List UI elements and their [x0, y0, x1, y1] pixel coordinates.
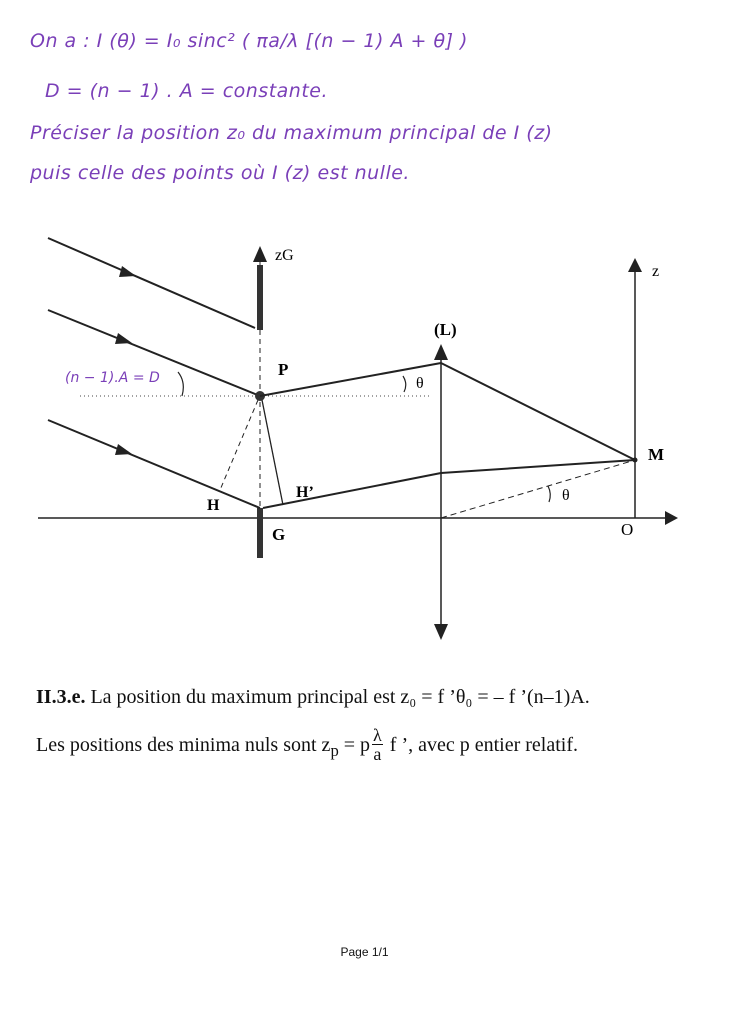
- label-g: G: [272, 525, 286, 544]
- z-axis-arrow: [628, 258, 642, 272]
- angle-theta-arc-2: [548, 486, 550, 502]
- answer-sentence-2-end: f ’, avec p entier relatif.: [384, 734, 579, 757]
- zg-axis-arrow: [253, 246, 267, 262]
- answer-sentence-1: La position du maximum principal est z₀ = f ’θ₀ = – f ’(n–1)A.: [90, 686, 590, 708]
- answer-equals: = p: [338, 734, 371, 757]
- label-z: z: [652, 263, 660, 280]
- ray-center-dashed: [441, 460, 635, 518]
- label-deviation: (n − 1).A = D: [65, 370, 160, 386]
- label-h: H: [207, 497, 220, 514]
- ray-3: [48, 420, 260, 508]
- handwritten-deviation: D = (n − 1) . A = constante.: [45, 80, 329, 102]
- handwritten-question-2: puis celle des points où I (z) est nulle.: [30, 162, 410, 184]
- answer-line-1: [36, 686, 590, 709]
- label-theta-1: θ: [416, 375, 424, 392]
- dashed-p-h: [220, 400, 258, 490]
- ray-g-to-lens: [263, 473, 441, 508]
- point-m-dot: [633, 458, 638, 463]
- answer-label: II.3.e.: [36, 686, 86, 708]
- label-lens: (L): [434, 320, 457, 339]
- ray-lens-to-m-upper: [441, 363, 635, 460]
- ray-1: [48, 238, 255, 328]
- angle-d-arc: [178, 372, 183, 396]
- label-theta-2: θ: [562, 487, 570, 504]
- prism-face-top: [257, 265, 263, 330]
- line-p-hprime: [262, 400, 283, 505]
- label-o: O: [621, 520, 634, 539]
- frac-denominator: a: [373, 744, 382, 764]
- angle-theta-arc-1: [403, 376, 406, 392]
- page-footer: Page 1/1: [340, 945, 389, 959]
- label-zg: zG: [275, 247, 294, 264]
- optical-axis-arrow: [665, 511, 678, 525]
- label-p: P: [278, 360, 289, 379]
- frac-numerator: λ: [373, 725, 382, 745]
- label-h-prime: H’: [296, 484, 314, 501]
- handwritten-question-1: Préciser la position z₀ du maximum principal de I (z): [30, 122, 553, 144]
- lens-bottom-arrow: [434, 624, 448, 640]
- optics-diagram: [0, 220, 729, 650]
- answer-sentence-2: Les positions des minima nuls sont z: [36, 734, 331, 757]
- answer-subscript: p: [330, 741, 339, 761]
- lambda-over-a-fraction: [372, 726, 383, 763]
- ray-1-arrow: [119, 266, 136, 277]
- lens-top-arrow: [434, 344, 448, 360]
- label-m: M: [648, 445, 665, 464]
- ray-3-arrow: [115, 444, 132, 455]
- answer-line-2: [36, 725, 579, 765]
- handwritten-formula: On a : I (θ) = I₀ sinc² ( πa/λ [(n − 1) A + θ] ): [30, 30, 468, 52]
- prism-face-bottom: [257, 508, 263, 558]
- ray-2-arrow: [115, 333, 132, 344]
- ray-lens-to-m-lower: [441, 460, 635, 473]
